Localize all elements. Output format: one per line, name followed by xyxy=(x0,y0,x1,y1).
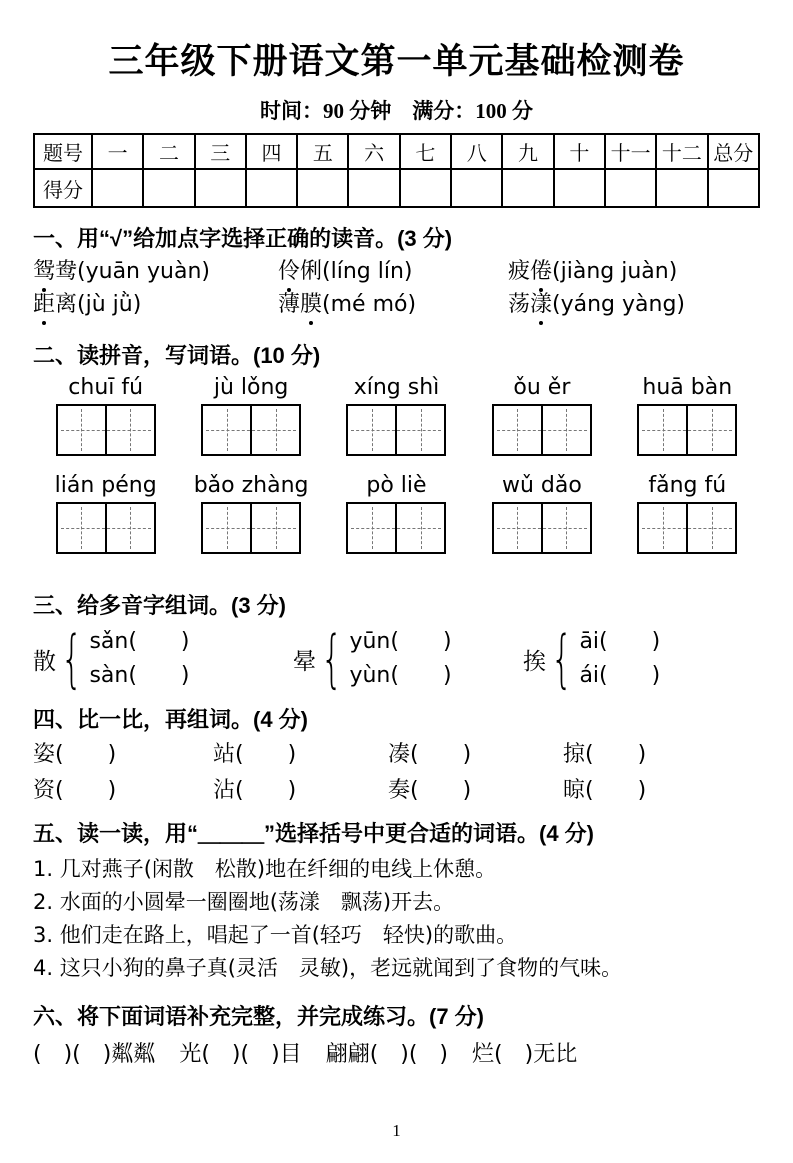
score-cell xyxy=(143,169,194,207)
brace-glyph: { xyxy=(60,622,83,695)
pinyin-options: (líng lín) xyxy=(322,259,413,284)
pinyin-options: (yuān yuàn) xyxy=(77,259,210,284)
phrase-blank: 光( )( )目 xyxy=(179,1042,302,1067)
pinyin-blank: yūn( ) xyxy=(349,629,452,654)
column-header: 七 xyxy=(400,134,451,169)
section-6-phrases xyxy=(33,1039,760,1071)
sentence-item: 2. 水面的小圆晕一圈圈地(荡漾 飘荡)开去。 xyxy=(33,890,455,914)
column-header: 十 xyxy=(554,134,605,169)
section-3-heading: 三、给多音字组词。(3 分) xyxy=(33,593,287,618)
word-item: 伶俐(líng lín) xyxy=(278,257,508,287)
writing-box xyxy=(56,404,156,456)
compare-word-blank: 凑( ) xyxy=(388,742,472,767)
score-table-header-row xyxy=(34,134,759,169)
pinyin-blank: ái( ) xyxy=(579,663,661,688)
score-cell xyxy=(400,169,451,207)
compare-word-blank: 掠( ) xyxy=(563,742,647,767)
pinyin-options: (jù jǜ) xyxy=(77,292,142,317)
writing-box-row-2 xyxy=(33,502,760,554)
compare-word-blank: 沾( ) xyxy=(213,778,297,803)
score-cell xyxy=(502,169,553,207)
pinyin-label: xíng shì xyxy=(353,375,440,400)
pinyin-blank: yùn( ) xyxy=(349,663,452,688)
score-cell xyxy=(708,169,759,207)
score-cell xyxy=(605,169,656,207)
writing-box xyxy=(492,404,592,456)
score-cell xyxy=(656,169,707,207)
writing-box xyxy=(492,502,592,554)
pinyin-label: fǎng fú xyxy=(648,473,727,498)
pinyin-options: (jiàng juàn) xyxy=(552,259,678,284)
word-item: 薄膜(mé mó) xyxy=(278,290,508,320)
column-header: 五 xyxy=(297,134,348,169)
writing-box xyxy=(56,502,156,554)
section-4-heading: 四、比一比，再组词。(4 分) xyxy=(33,707,309,732)
section-1-heading: 一、用“√”给加点字选择正确的读音。(3 分) xyxy=(33,226,453,251)
phrase-blank: 烂( )无比 xyxy=(472,1042,578,1067)
compare-word-blank: 站( ) xyxy=(213,742,297,767)
section-5-heading: 五、读一读，用“＿＿＿”选择括号中更合适的词语。(4 分) xyxy=(33,821,595,846)
pinyin-options: (yáng yàng) xyxy=(552,292,686,317)
compare-word-blank: 资( ) xyxy=(33,778,117,803)
score-cell xyxy=(195,169,246,207)
compare-word-blank: 晾( ) xyxy=(563,778,647,803)
writing-box xyxy=(637,404,737,456)
score-cell xyxy=(92,169,143,207)
pinyin-blank: sàn( ) xyxy=(89,663,190,688)
score-label: 得分 xyxy=(34,169,92,207)
pinyin-label: pò liè xyxy=(366,473,427,498)
paper-title: 三年级下册语文第一单元基础检测卷 xyxy=(108,42,685,81)
section-3-groups xyxy=(33,622,760,695)
pinyin-label: bǎo zhàng xyxy=(193,473,309,498)
writing-box xyxy=(346,502,446,554)
brace-glyph: { xyxy=(320,622,343,695)
compare-word-blank: 奏( ) xyxy=(388,778,472,803)
sentence-item: 4. 这只小狗的鼻子真(灵活 灵敏)，老远就闻到了食物的气味。 xyxy=(33,956,623,980)
score-table xyxy=(33,133,760,208)
test-paper-page xyxy=(0,42,793,1163)
polyphone-group xyxy=(523,622,760,695)
column-header: 二 xyxy=(143,134,194,169)
pinyin-row-2 xyxy=(33,473,760,499)
brace-glyph: { xyxy=(550,622,573,695)
phrase-blank: ( )( )粼粼 xyxy=(33,1042,156,1067)
column-header: 三 xyxy=(195,134,246,169)
pinyin-label: ǒu ěr xyxy=(513,375,571,400)
pinyin-blank: sǎn( ) xyxy=(89,629,190,654)
section-4-items xyxy=(33,740,760,806)
exam-info: 时间：90 分钟 满分：100 分 xyxy=(260,99,533,123)
section-6-heading: 六、将下面词语补充完整，并完成练习。(7 分) xyxy=(33,1004,485,1029)
phrase-blank: 翩翩( )( ) xyxy=(325,1042,449,1067)
pinyin-label: wǔ dǎo xyxy=(501,473,582,498)
polyphone-char: 散 xyxy=(33,648,56,675)
column-header: 九 xyxy=(502,134,553,169)
question-number-label: 题号 xyxy=(34,134,92,169)
word-item: 鸳鸯(yuān yuàn) xyxy=(33,257,278,287)
word-item: 距离(jù jǜ) xyxy=(33,290,278,320)
compare-word-blank: 姿( ) xyxy=(33,742,117,767)
column-header: 四 xyxy=(246,134,297,169)
column-header: 十二 xyxy=(656,134,707,169)
writing-box xyxy=(346,404,446,456)
column-header: 一 xyxy=(92,134,143,169)
score-cell xyxy=(348,169,399,207)
polyphone-group xyxy=(293,622,523,695)
polyphone-char: 晕 xyxy=(293,648,316,675)
section-1-items xyxy=(33,257,760,320)
score-table-score-row xyxy=(34,169,759,207)
page-number: 1 xyxy=(392,1121,401,1140)
column-header: 六 xyxy=(348,134,399,169)
polyphone-char: 挨 xyxy=(523,648,546,675)
section-5-items xyxy=(33,853,760,985)
writing-box-row-1 xyxy=(33,404,760,456)
pinyin-options: (mé mó) xyxy=(322,292,417,317)
section-2-heading: 二、读拼音，写词语。(10 分) xyxy=(33,343,321,368)
word-item: 荡漾(yáng yàng) xyxy=(508,290,760,320)
score-cell xyxy=(554,169,605,207)
score-cell xyxy=(451,169,502,207)
column-header: 八 xyxy=(451,134,502,169)
pinyin-row-1 xyxy=(33,375,760,401)
column-header: 总分 xyxy=(708,134,759,169)
sentence-item: 1. 几对燕子(闲散 松散)地在纤细的电线上休憩。 xyxy=(33,857,497,881)
pinyin-label: lián péng xyxy=(54,473,157,498)
pinyin-blank: āi( ) xyxy=(579,629,661,654)
sentence-item: 3. 他们走在路上，唱起了一首(轻巧 轻快)的歌曲。 xyxy=(33,923,518,947)
writing-box xyxy=(637,502,737,554)
polyphone-group xyxy=(33,622,293,695)
writing-box xyxy=(201,404,301,456)
pinyin-label: huā bàn xyxy=(642,375,733,400)
score-cell xyxy=(297,169,348,207)
score-cell xyxy=(246,169,297,207)
column-header: 十一 xyxy=(605,134,656,169)
pinyin-label: jù lǒng xyxy=(213,375,289,400)
word-item: 疲倦(jiàng juàn) xyxy=(508,257,760,287)
writing-box xyxy=(201,502,301,554)
pinyin-label: chuī fú xyxy=(68,375,144,400)
